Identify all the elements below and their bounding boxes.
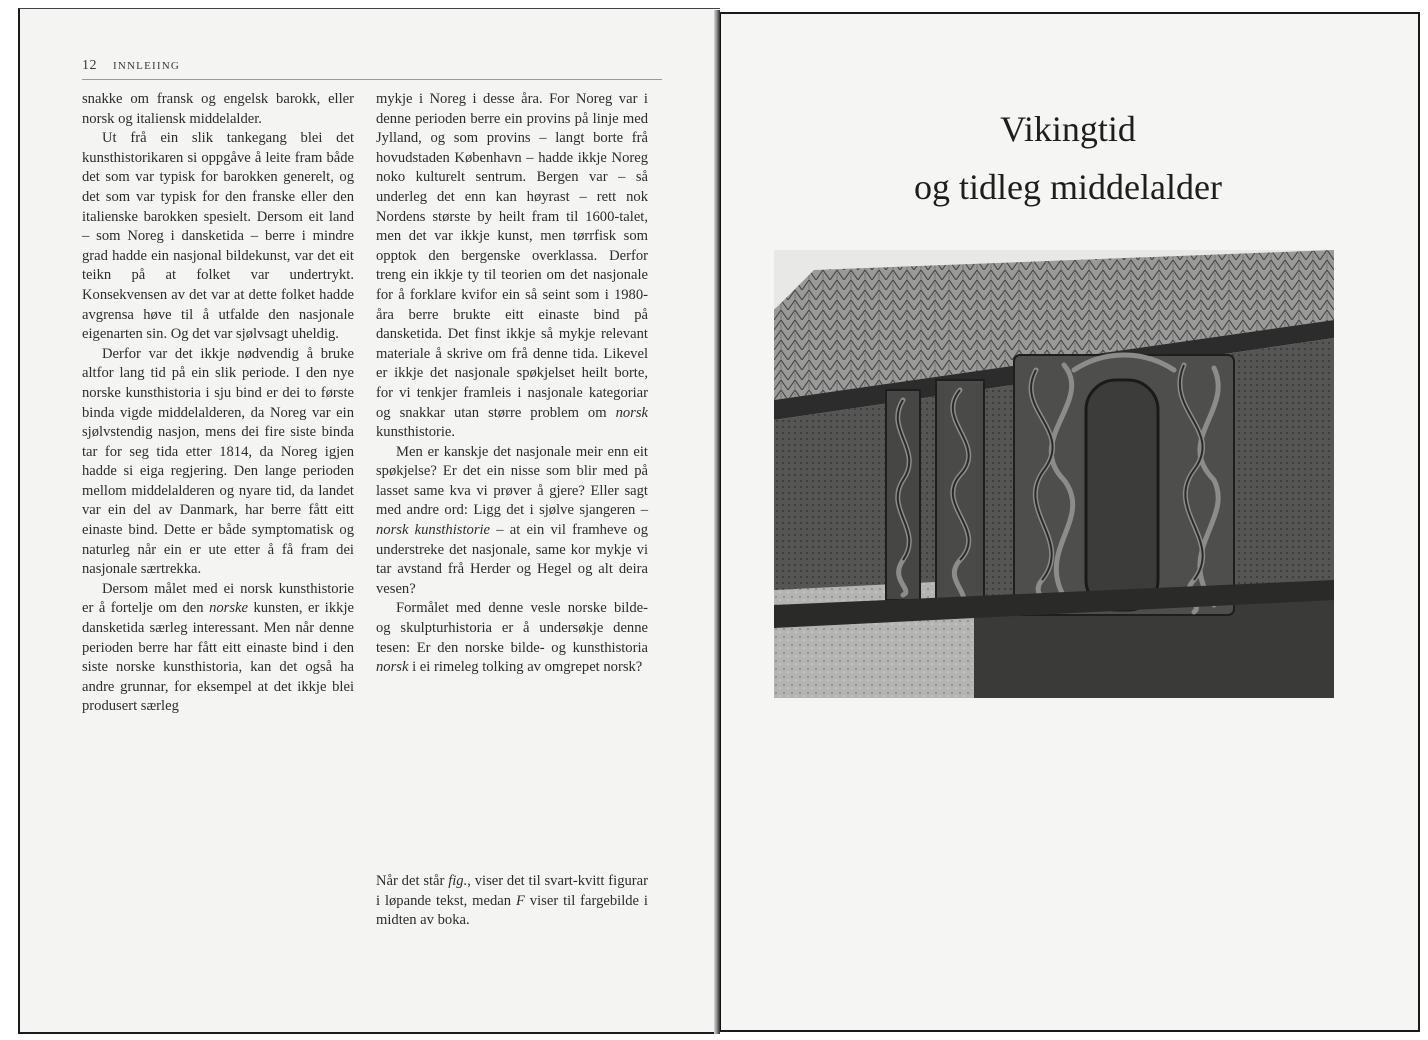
paragraph: snakke om fransk og engelsk barokk, eller norsk og italiensk middelalder. [82, 91, 354, 127]
carved-portal-photo [774, 250, 1334, 698]
emphasis: fig. [448, 873, 468, 889]
section-title: INNLEIING [113, 60, 181, 72]
emphasis: norske [209, 600, 248, 617]
running-head [82, 58, 662, 80]
emphasis: F [515, 892, 525, 909]
paragraph: Men er kanskje det nasjonale meir enn eit spøkjelse? Er det ein nisse som blir med på lasset same kva vi prøver å gjere? Eller sagt med andre ord: Ligg det i sjølve sjangeren – norsk kunsthistorie – at ein vil framheve og understreke det nasjonale, same kor mykje vi tar avstand frå Herder og Hegel og alt deira vesen? [376, 443, 648, 597]
paragraph: mykje i Noreg i desse åra. For Noreg var i denne perioden berre ein provins på linje med Jylland, og som provins – langt borte frå hovudstaden København – hadde ikkje Noreg noko kulturelt sentrum. Bergen var – så underleg det enn kan høyrast – rett nok Nordens største by heilt fram til 1600-talet, men det var ikkje kunst, men tørrfisk som opptok den bergenske overklassa. Derfor treng ein ikkje ty til teorien om det nasjonale for å forklare kvifor ein så seint som i 1980-åra berre brukte eitt einaste bind på dansketida. Det finst ikkje så mykje relevant materiale å skrive om frå denne tida. Likevel er ikkje det nasjonale spøkjelset heilt borte, for vi tenkjer framleis i nasjonale kategoriar og snakkar utan større problem om norsk kunsthistorie. [376, 91, 648, 441]
stave-church-carving-icon [774, 250, 1334, 698]
emphasis: norsk [615, 404, 648, 421]
text-column-2 [376, 90, 648, 678]
emphasis: norsk [376, 659, 409, 676]
text-column-1 [82, 90, 354, 717]
paragraph: Ut frå ein slik tankegang blei det kunsthistorikaren si oppgåve å leite fram både det som var typisk for barokken generelt, og det som var typisk for den franske eller den italienske barokken spesielt. Dersom eit land – som Noreg i dansketida – berre i mindre grad hadde ein nasjonal bildekunst, var det eit teikn på at folket var undertrykt. Konsekvensen av det var at dette folket hadde avgrensa høve til å utfalde den nasjonale eigenarten sin. Og det var sjølvsagt uheldig. [82, 130, 354, 343]
paragraph: Derfor var det ikkje nødvendig å bruke altfor lang tid på ein slik periode. I den nye norske kunsthistoria i sju bind er dei to første binda vigde middelalderen, da Noreg var ein sjølvstendig nasjon, mens dei fire siste binda tar for seg tida etter 1814, da Noreg igjen hadde si eiga regjering. Den lange perioden mellom middelalderen og nyare tid, da landet var ein del av Danmark, har berre fått eitt einaste bind. Dette er både symptomatisk og naturleg når ein er ute etter å få fram dei nasjonale særtrekka. [82, 345, 354, 578]
chapter-title-line-1: Vikingtid [1000, 109, 1136, 149]
emphasis: norsk kunsthistorie [376, 522, 491, 539]
right-page-content [718, 12, 1420, 1032]
paragraph: Dersom målet med ei norsk kunsthistorie er å fortelje om den norske kunsten, er ikkje dansketida særleg interessant. Men når denne perioden berre har fått eitt einaste bind i den siste norske kunsthistoria, kan det også ha andre grunnar, for eksempel at det ikkje blei produsert særleg [82, 580, 354, 715]
paragraph: Formålet med denne vesle norske bilde- og skulpturhistoria er å undersøkje denne tesen: Er den norske bilde- og kunsthistoria norsk i ei rimeleg tolking av omgrepet norsk? [376, 600, 648, 676]
page-number: 12 [82, 58, 97, 73]
footnote: Når det står fig., viser det til svart-kvitt figurar i løpande tekst, medan F viser til fargebilde i midten av boka. [376, 873, 648, 929]
chapter-title-line-2: og tidleg middelalder [914, 167, 1222, 207]
chapter-title [758, 100, 1378, 216]
